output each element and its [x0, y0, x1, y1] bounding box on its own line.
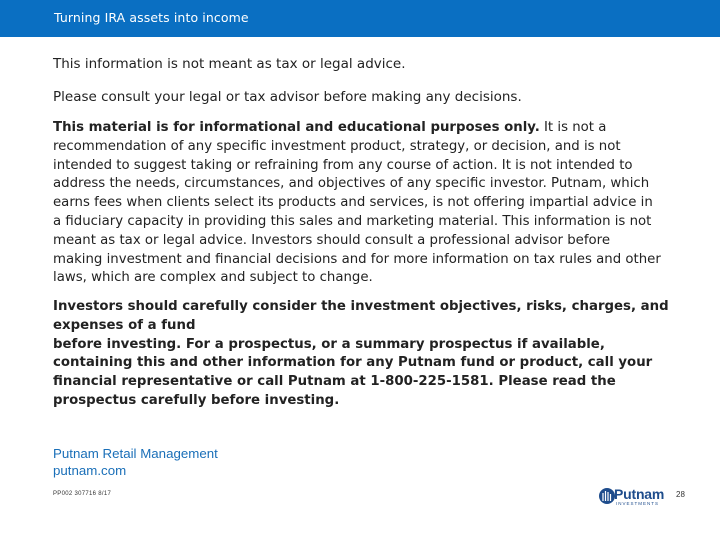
logo-text: Putnam [614, 486, 665, 502]
disclaimer-bold-lead: This material is for informational and educational purposes only. [53, 120, 540, 135]
logo-subtext: INVESTMENTS [616, 501, 660, 506]
page-title: Turning IRA assets into income [54, 10, 249, 25]
disclaimer-paragraph [53, 119, 663, 288]
disclaimer-body: It is not a recommendation of any specific investment product, strategy, or decision, and is not intended to suggest taking or refraining from any course of action. It is not intended to address the needs, circumstances, and objectives of any specific investor. Putnam, which earns fees when clients select its products and services, is not offering impartial advice in a fiduciary capacity in providing this sales and marketing material. This information is not meant as tax or legal advice. Investors should consult a professional advisor before making investment and financial decisions and for more information on tax rules and other laws, which are complex and subject to change. [53, 120, 661, 286]
tax-advice-note: This information is not meant as tax or legal advice. [53, 56, 406, 72]
page-number: 28 [676, 490, 685, 499]
document-code: PP002 307716 8/17 [53, 491, 112, 497]
investor-notice [53, 298, 673, 411]
putnam-logo [598, 486, 668, 508]
header-bar [0, 0, 720, 37]
investor-notice-line2: before investing. For a prospectus, or a summary prospectus if available, containing this and other information for any Putnam fund or product, call your financial representative or call Putnam at 1-800-225-1581. Please read the prospectus carefully before investing. [53, 336, 653, 408]
investor-notice-line1: Investors should carefully consider the investment objectives, risks, charges, and expenses of a fund [53, 299, 669, 333]
footer-company-block [53, 446, 218, 479]
consult-advisor-note: Please consult your legal or tax advisor before making any decisions. [53, 89, 522, 105]
website-link[interactable]: putnam.com [53, 462, 127, 478]
company-name: Putnam Retail Management [53, 446, 218, 461]
